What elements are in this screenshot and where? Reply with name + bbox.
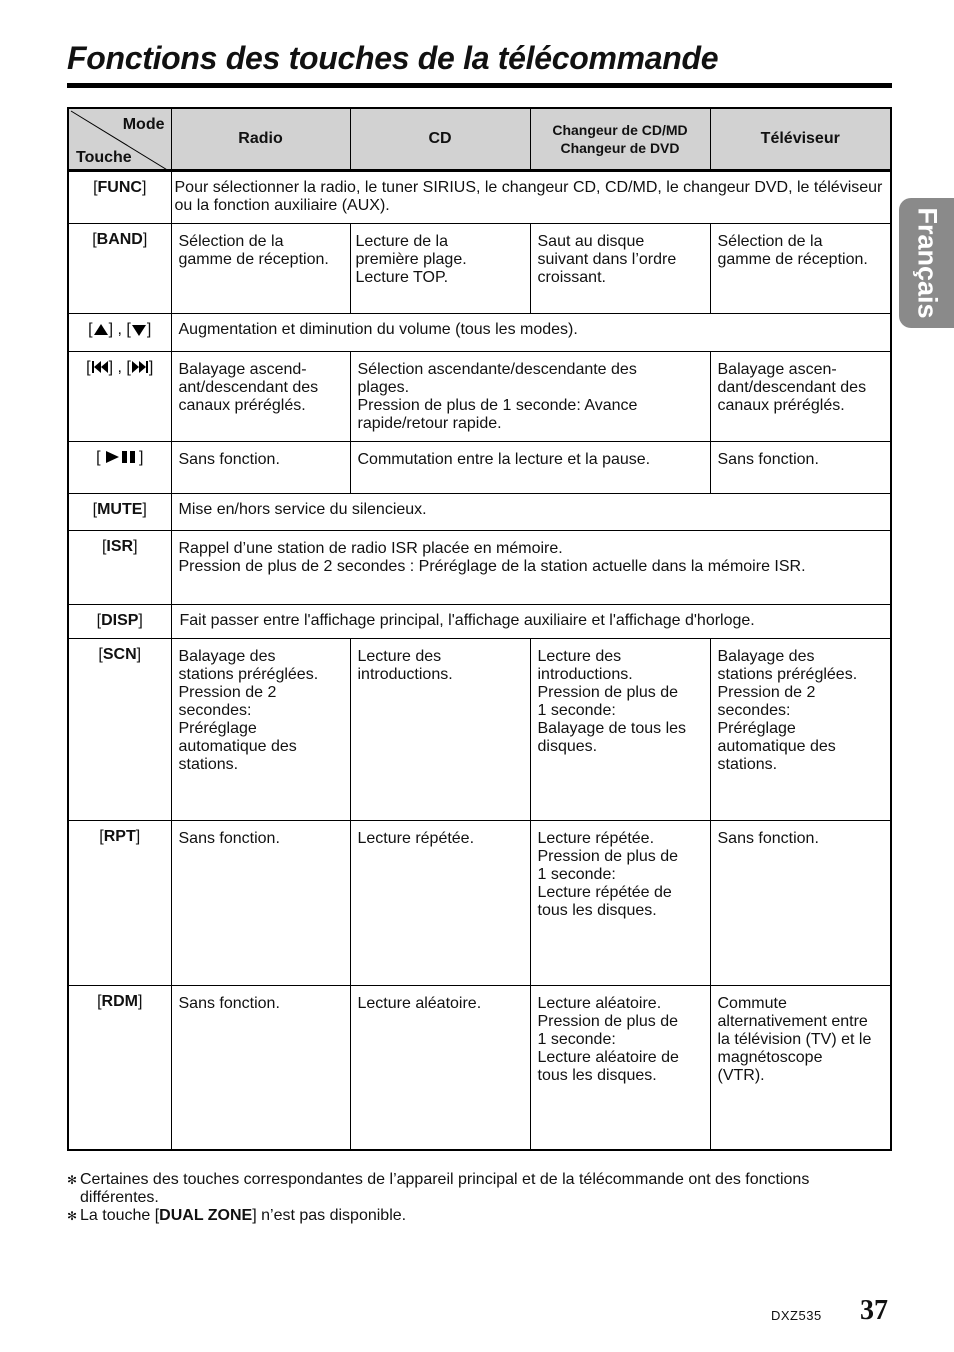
row-mute <box>68 493 891 530</box>
func-description: Pour sélectionner la radio, le tuner SIRIUS, le changeur CD, CD/MD, le changeur DVD, le téléviseur ou la fonction auxiliaire (AUX). <box>171 170 891 223</box>
row-disp <box>68 604 891 638</box>
scn-tv: Balayage des stations préréglées. Pression de 2 secondes: Préréglage automatique des stations. <box>710 638 891 820</box>
play-tv: Sans fonction. <box>710 441 891 493</box>
page-title: Fonctions des touches de la télécommande <box>67 40 719 76</box>
mode-touche-corner <box>68 108 171 170</box>
rdm-changer: Lecture aléatoire. Pression de plus de 1 seconde: Lecture aléatoire de tous les disques. <box>530 985 710 1150</box>
footnotes <box>67 1171 897 1225</box>
key-func: [FUNC] <box>68 170 171 223</box>
key-skip: [ ] , [ ] <box>68 351 171 441</box>
skip-tv: Balayage ascen- dant/descendant des canaux préréglés. <box>710 351 891 441</box>
rpt-cd: Lecture répétée. <box>350 820 530 985</box>
footnote-1-text: Certaines des touches correspondantes de l’appareil principal et de la télécommande ont des fonctions différentes. <box>80 1171 810 1206</box>
mute-description: Mise en/hors service du silencieux. <box>171 493 891 530</box>
down-triangle-icon <box>131 322 147 336</box>
header-row <box>68 108 891 170</box>
key-disp: [DISP] <box>68 604 171 638</box>
scn-radio: Balayage des stations préréglées. Pression de 2 secondes: Préréglage automatique des stations. <box>171 638 350 820</box>
language-tab <box>899 198 954 328</box>
remote-functions-table <box>67 107 892 1151</box>
row-skip <box>68 351 891 441</box>
footnote-2-key: DUAL ZONE <box>159 1207 253 1224</box>
rpt-changer: Lecture répétée. Pression de plus de 1 seconde: Lecture répétée de tous les disques. <box>530 820 710 985</box>
row-band <box>68 223 891 313</box>
key-isr: [ISR] <box>68 530 171 604</box>
footnote-2-before: La touche [ <box>80 1207 160 1224</box>
skip-back-icon <box>91 360 109 374</box>
row-func <box>68 170 891 223</box>
band-changer: Saut au disque suivant dans l’ordre croissant. <box>530 223 710 313</box>
header-cd: CD <box>350 108 530 170</box>
play-cd-changer: Commutation entre la lecture et la pause. <box>350 441 710 493</box>
language-tab-label: Français <box>912 207 942 319</box>
footnote-2-after: ] n’est pas disponible. <box>252 1207 407 1224</box>
band-cd: Lecture de la première plage. Lecture TOP. <box>350 223 530 313</box>
key-rdm: [RDM] <box>68 985 171 1150</box>
footnote-asterisk-icon: ✻ <box>67 1209 78 1223</box>
row-play-pause <box>68 441 891 493</box>
key-band: [BAND] <box>68 223 171 313</box>
skip-cd-changer: Sélection ascendante/descendante des plages. Pression de plus de 1 seconde: Avance rapide/retour rapide. <box>350 351 710 441</box>
rdm-tv: Commute alternativement entre la télévision (TV) et le magnétoscope (VTR). <box>710 985 891 1150</box>
title-rule <box>67 83 892 88</box>
play-pause-icon <box>105 450 139 464</box>
up-triangle-icon <box>93 322 109 336</box>
key-scn: [SCN] <box>68 638 171 820</box>
rdm-radio: Sans fonction. <box>171 985 350 1150</box>
page-number: 37 <box>860 1295 888 1326</box>
key-play-pause: [ ] <box>68 441 171 493</box>
header-touche: Touche <box>76 148 132 166</box>
row-scn <box>68 638 891 820</box>
header-mode: Mode <box>122 116 165 133</box>
row-rpt <box>68 820 891 985</box>
row-isr <box>68 530 891 604</box>
row-rdm <box>68 985 891 1150</box>
row-volume <box>68 313 891 351</box>
key-rpt: [RPT] <box>68 820 171 985</box>
footnote-1 <box>67 1171 897 1207</box>
rpt-tv: Sans fonction. <box>710 820 891 985</box>
footnote-asterisk-icon: ✻ <box>67 1173 78 1187</box>
disp-description: Fait passer entre l'affichage principal, l'affichage auxiliaire et l'affichage d'horloge. <box>171 604 891 638</box>
scn-changer: Lecture des introductions. Pression de plus de 1 seconde: Balayage de tous les disques. <box>530 638 710 820</box>
band-radio: Sélection de la gamme de réception. <box>171 223 350 313</box>
header-radio: Radio <box>171 108 350 170</box>
band-tv: Sélection de la gamme de réception. <box>710 223 891 313</box>
header-tv: Téléviseur <box>710 108 891 170</box>
key-volume: [ ] , [ ] <box>68 313 171 351</box>
key-mute: [MUTE] <box>68 493 171 530</box>
volume-description: Augmentation et diminution du volume (tous les modes). <box>171 313 891 351</box>
footnote-2 <box>67 1207 897 1225</box>
skip-forward-icon <box>131 360 149 374</box>
rpt-radio: Sans fonction. <box>171 820 350 985</box>
skip-radio: Balayage ascend- ant/descendant des canaux préréglés. <box>171 351 350 441</box>
rdm-cd: Lecture aléatoire. <box>350 985 530 1150</box>
isr-description: Rappel d’une station de radio ISR placée en mémoire. Pression de plus de 2 secondes : Préréglage de la station actuelle dans la mémoire ISR. <box>171 530 891 604</box>
scn-cd: Lecture des introductions. <box>350 638 530 820</box>
play-radio: Sans fonction. <box>171 441 350 493</box>
header-changer: Changeur de CD/MD Changeur de DVD <box>530 108 710 170</box>
model-number: DXZ535 <box>771 1308 822 1323</box>
